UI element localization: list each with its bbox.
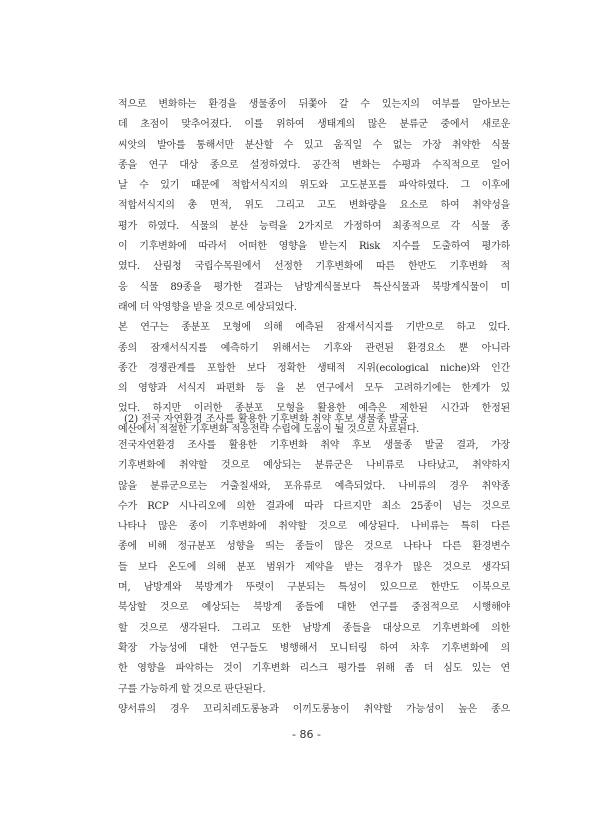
text-line: 며, 남방계와 북방계가 뚜렷이 구분되는 특성이 있으므로 한반도 이북으로: [118, 582, 510, 594]
text-line: 종간 경쟁관계를 포함한 보다 정확한 생태적 지위(ecological niche)와 인간: [118, 362, 510, 374]
text-line: 래에 더 악영향을 받을 것으로 예상되었다.: [118, 301, 297, 313]
text-line: 할 것으로 생각된다. 그리고 또한 남방계 종들을 대상으로 기후변화에 의한: [118, 622, 510, 634]
text-line: 나타나 많은 종이 기후변화에 취약할 것으로 예상된다. 나비류는 특히 다른: [118, 521, 510, 533]
body-text-bottom: [118, 436, 510, 720]
text-line: 평가 하였다. 식물의 분산 능력을 2가지로 가정하여 최종적으로 각 식물 종: [118, 220, 510, 232]
text-line: 기후변화에 취약할 것으로 예상되는 분류군은 나비류로 나타났고, 취약하지: [118, 460, 510, 472]
text-line: 종에 비해 정규분포 성향을 띄는 종들이 많은 것으로 나타나 다른 환경변수: [118, 541, 510, 553]
text-line: 수가 RCP 시나리오에 의한 결과에 따라 다르지만 최소 25종이 넘는 것으로: [118, 500, 510, 512]
text-line: 였다. 산림청 국립수목원에서 선정한 기후변화에 따른 한반도 기후변화 적: [118, 261, 510, 273]
text-line: 적합서식지의 총 면적, 위도 그리고 고도 변화량을 요소로 하여 취약성을: [118, 200, 510, 212]
text-line: 예산에서 적절한 기후변화 적응전략 수립에 도움이 될 것으로 사료된다.: [118, 423, 420, 435]
text-line: 데 초점이 맞추어졌다. 이를 위하여 생태계의 많은 분류군 중에서 새로운: [118, 119, 510, 131]
text-line: 적으로 변화하는 환경을 생물종이 뒤쫓아 갈 수 있는지의 여부를 알아보는: [118, 99, 510, 110]
text-line: 씨앗의 발아를 통해서만 분산할 수 있고 움직일 수 없는 가장 취약한 식물: [118, 139, 510, 151]
text-line: 이 기후변화에 따라서 어떠한 영향을 받는지 Risk 지수를 도출하여 평가하: [118, 241, 510, 253]
text-line: 응 식물 89종을 평가한 결과는 남방계식물보다 특산식물과 북방계식물이 미: [118, 281, 510, 293]
text-line: 의 영향과 서식지 파편화 등 을 본 연구에서 모두 고려하기에는 한계가 있: [118, 383, 510, 395]
text-line: 들 보다 온도에 의해 분포 범위가 제약을 받는 경우가 많은 것으로 생각되: [118, 561, 510, 573]
text-line: 북상할 것으로 예상되는 북방계 종들에 대한 연구를 중점적으로 시행해야: [118, 602, 510, 614]
body-text-top: [118, 95, 510, 440]
text-line: 확장 가능성에 대한 연구들도 병행해서 모니터링 하여 차후 기후변화에 의: [118, 642, 510, 654]
text-line: 않을 분류군으로는 거출칠새와, 포유류로 예측되었다. 나비류의 경우 취약종: [118, 480, 510, 492]
text-line: 종의 잠재서식지를 예측하기 위해서는 기후와 관련된 환경요소 뿐 아니라: [118, 342, 510, 354]
text-line: 전국자연환경 조사를 활용한 기후변화 취약 후보 생물종 발굴 결과, 가장: [118, 440, 510, 451]
text-line: 종을 연구 대상 종으로 설정하였다. 공간적 변화는 수평과 수직적으로 일어: [118, 159, 510, 171]
text-line: 날 수 있기 때문에 적합서식지의 위도와 고도분포를 파악하였다. 그 이후에: [118, 180, 510, 192]
page-number: - 86 -: [292, 728, 321, 741]
text-line: 었다. 하지만 이러한 종분포 모형을 활용한 예측은 제한된 시간과 한정된: [118, 403, 510, 415]
text-line: 구를 가능하게 할 것으로 판단된다.: [118, 683, 266, 695]
text-line: 양서류의 경우 꼬리치레도롱뇽과 이끼도롱뇽이 취약할 가능성이 높은 종으: [118, 703, 510, 715]
section-heading: (2) 전국 자연환경 조사를 활용한 기후변화 취약 후보 생물종 발굴: [124, 414, 409, 425]
text-line: 본 연구는 종분포 모형에 의해 예측된 잠재서식지를 기반으로 하고 있다.: [118, 322, 510, 334]
text-line: 한 영향을 파악하는 것이 기후변화 리스크 평가를 위해 좀 더 심도 있는 연: [118, 663, 510, 675]
